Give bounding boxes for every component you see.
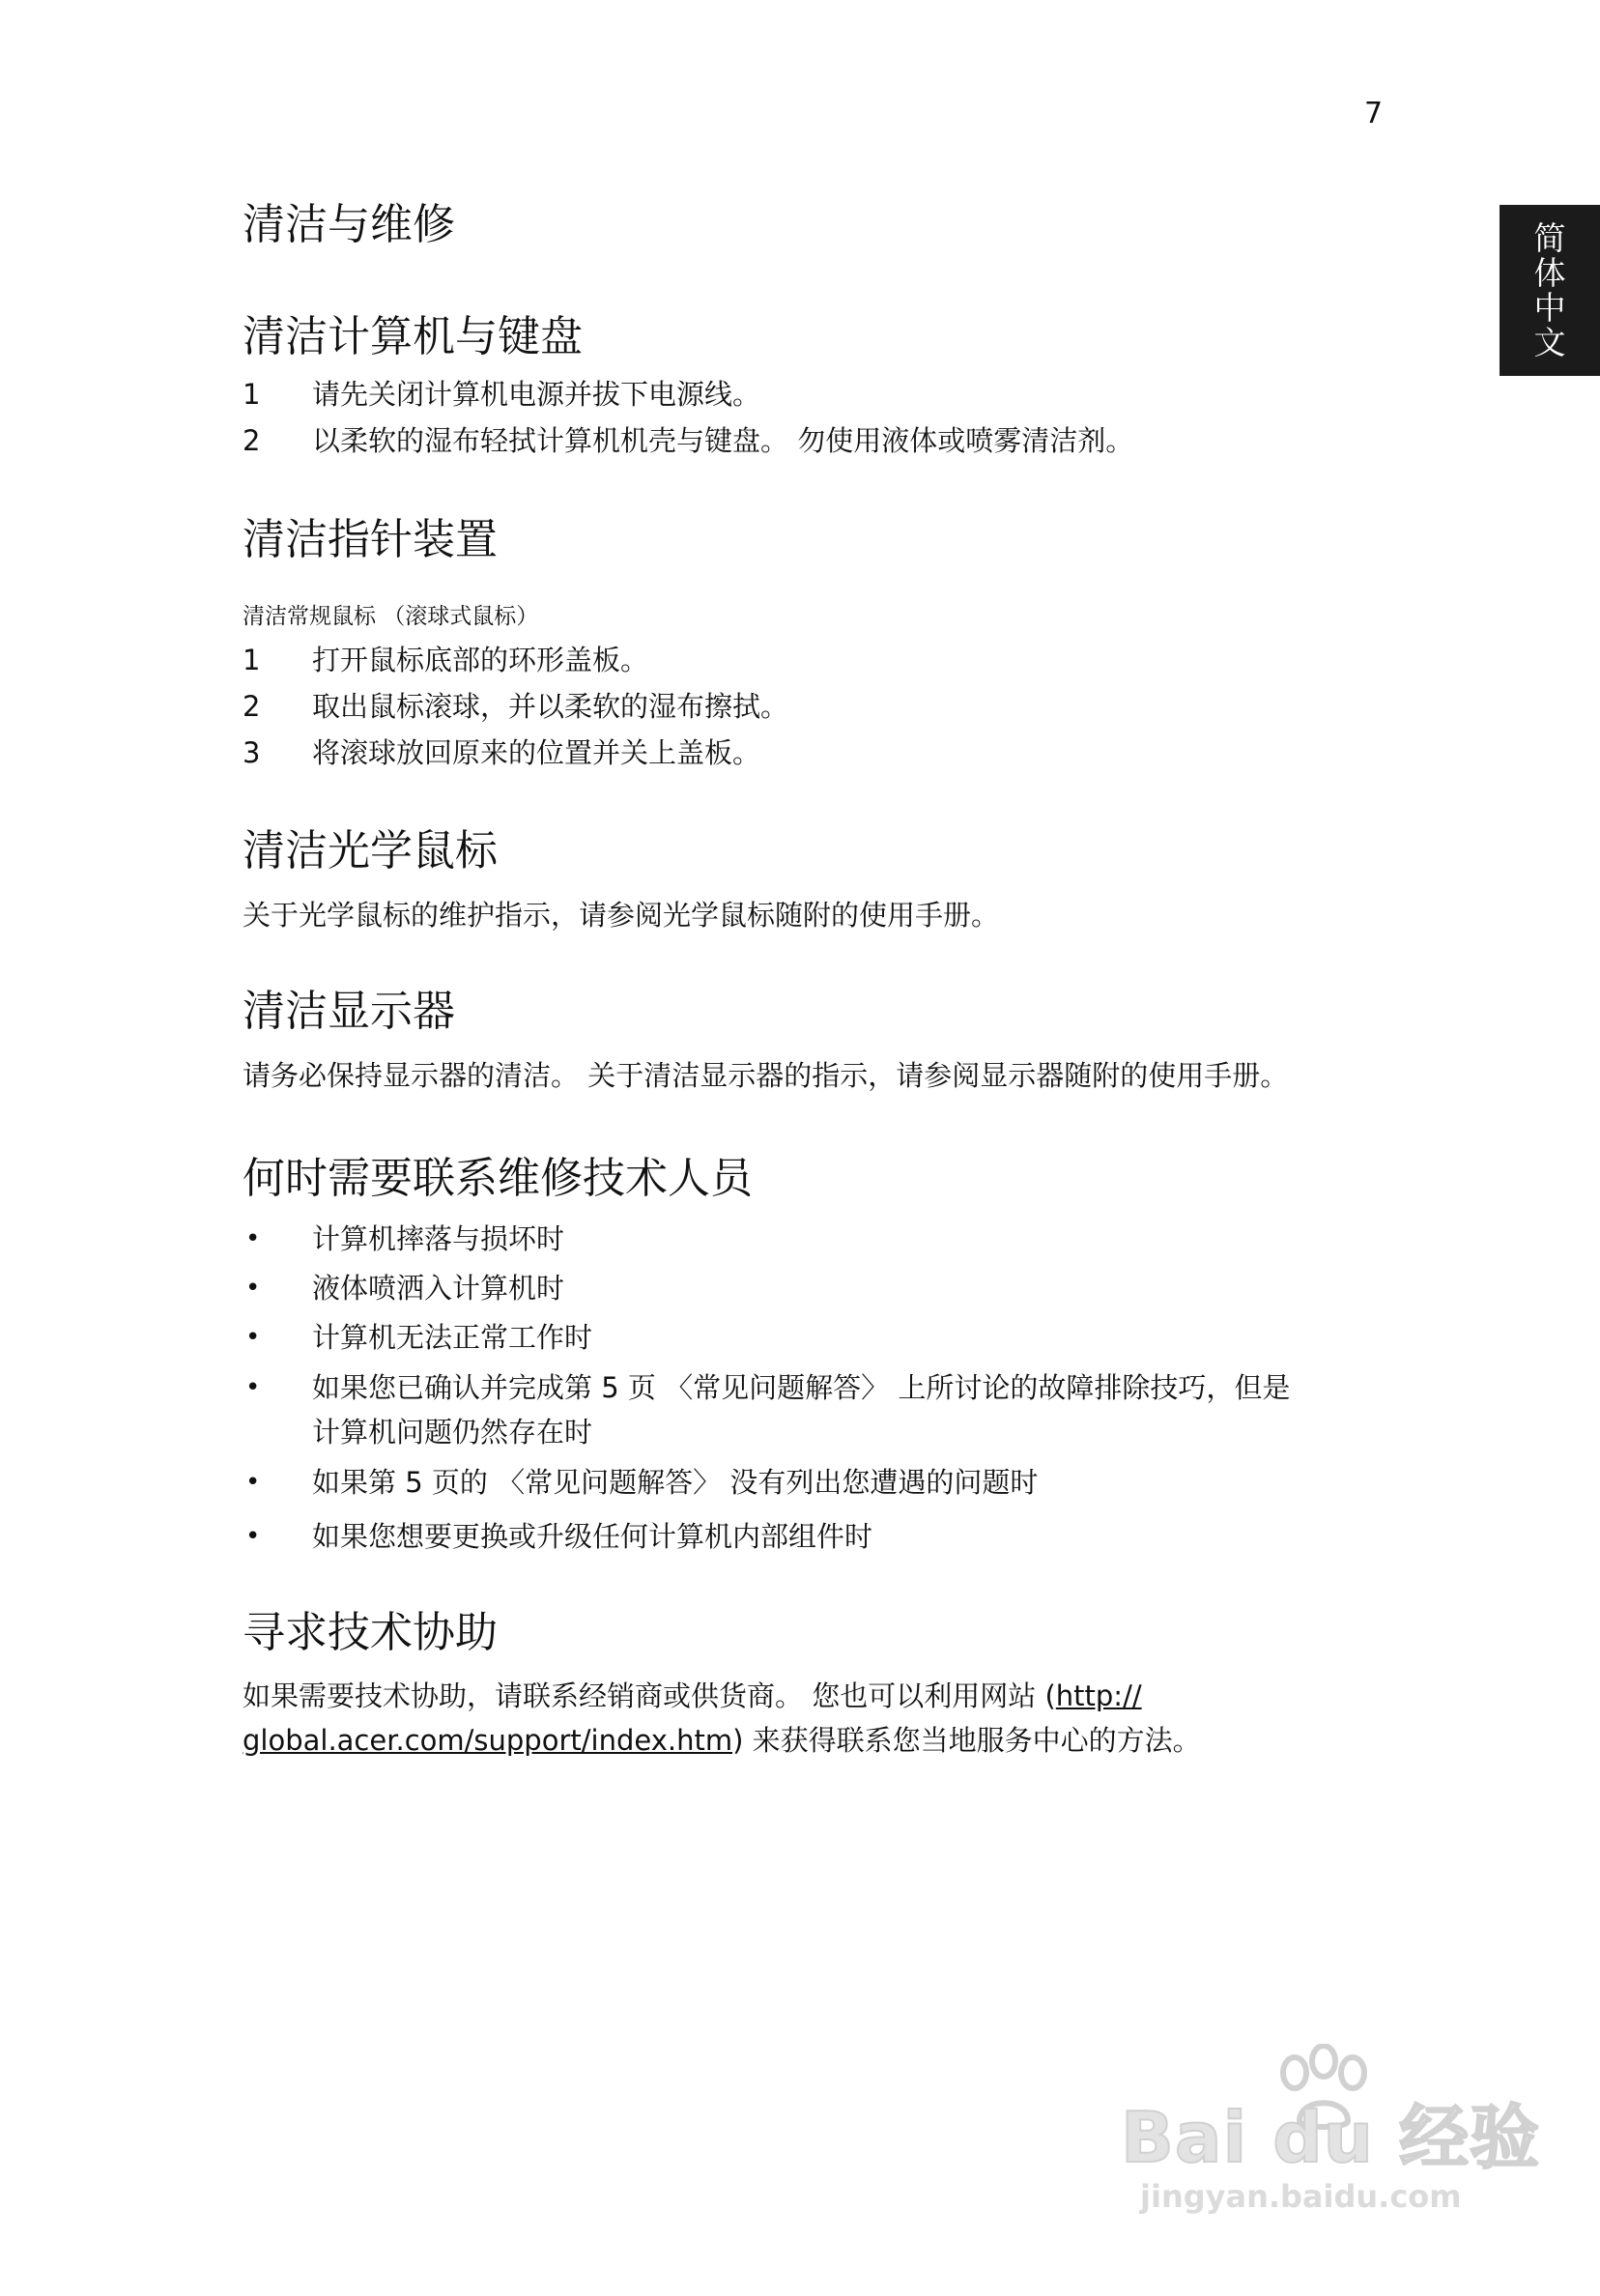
optical-heading: 清洁光学鼠标 [243,826,498,875]
support-link[interactable]: global.acer.com/support/index.htm [243,1724,733,1757]
bullet-text: 如果第 5 页的 〈常见问题解答〉 没有列出您遭遇的问题时 [312,1466,1039,1499]
support-text: ) 来获得联系您当地服务中心的方法。 [732,1724,1201,1757]
monitor-text: 请务必保持显示器的清洁。 关于清洁显示器的指示，请参阅显示器随附的使用手册。 [243,1059,1289,1092]
bullet-text: 计算机问题仍然存在时 [312,1416,593,1449]
support-heading: 寻求技术协助 [243,1608,498,1657]
bullet-icon: • [245,1323,261,1352]
step-number: 1 [243,644,261,676]
watermark-brand: Bai du 经验 [1121,2097,1541,2178]
bullet-text: 如果您已确认并完成第 5 页 〈常见问题解答〉 上所讨论的故障排除技巧，但是 [312,1371,1291,1404]
language-tab-char: 体 [1533,253,1566,292]
step-number: 3 [243,736,261,769]
pointer-subheading: 清洁常规鼠标 （滚球式鼠标） [243,604,539,629]
step-text: 将滚球放回原来的位置并关上盖板。 [312,736,761,769]
bullet-text: 如果您想要更换或升级任何计算机内部组件时 [312,1520,873,1553]
keyboard-heading: 清洁计算机与键盘 [243,312,583,361]
support-text: 如果需要技术协助，请联系经销商或供货商。 您也可以利用网站 ( [243,1679,1056,1712]
watermark-site: jingyan.baidu.com [1140,2178,1462,2215]
step-text: 打开鼠标底部的环形盖板。 [312,644,649,676]
step-number: 2 [243,690,261,723]
support-text-line-1 [243,1674,1142,1718]
page-number: 7 [1364,97,1384,130]
service-heading: 何时需要联系维修技术人员 [243,1154,753,1203]
support-link[interactable]: http:// [1055,1679,1142,1712]
bullet-text: 计算机无法正常工作时 [312,1321,593,1354]
main-title: 清洁与维修 [243,200,455,249]
bullet-icon: • [245,1522,261,1551]
language-tab-char: 中 [1533,288,1566,327]
bullet-icon: • [245,1274,261,1303]
bullet-icon: • [245,1373,261,1402]
watermark [1121,2044,1541,2218]
language-tab-char: 简 [1533,218,1566,257]
bullet-icon: • [245,1224,261,1253]
step-text: 取出鼠标滚球，并以柔软的湿布擦拭。 [312,690,789,723]
monitor-heading: 清洁显示器 [243,987,455,1036]
language-tab-char: 文 [1533,323,1566,361]
support-text-line-2 [243,1718,1201,1763]
bullet-text: 计算机摔落与损坏时 [312,1222,565,1255]
step-number: 1 [243,378,261,411]
step-number: 2 [243,424,261,457]
step-text: 请先关闭计算机电源并拔下电源线。 [312,378,761,411]
bullet-text: 液体喷洒入计算机时 [312,1272,565,1305]
step-text: 以柔软的湿布轻拭计算机机壳与键盘。 勿使用液体或喷雾清洁剂。 [312,424,1134,457]
optical-text: 关于光学鼠标的维护指示，请参阅光学鼠标随附的使用手册。 [243,899,1000,932]
pointer-heading: 清洁指针装置 [243,515,498,564]
language-tab [1500,205,1600,376]
bullet-icon: • [245,1468,261,1497]
